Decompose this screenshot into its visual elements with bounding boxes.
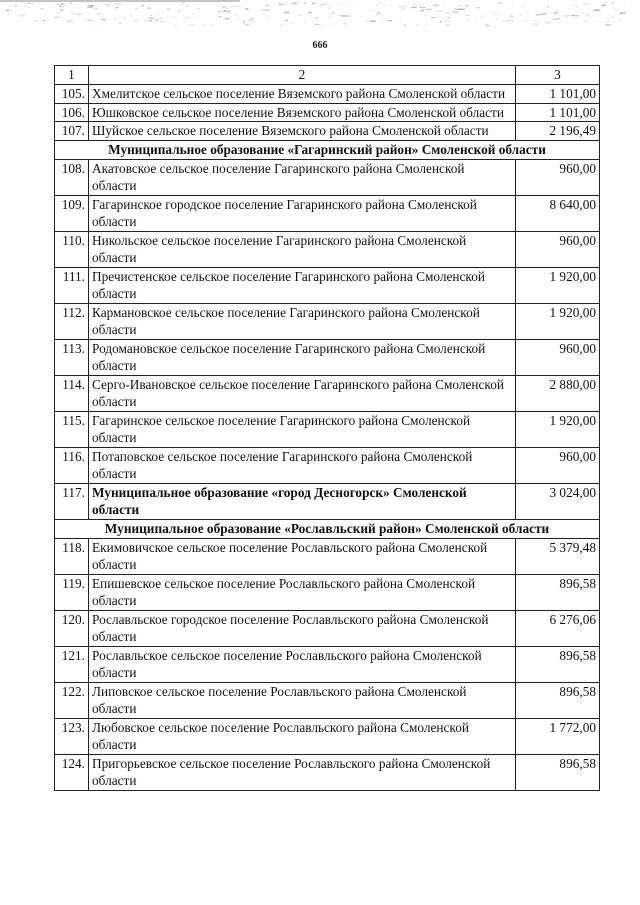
municipality-name: Липовское сельское поселение Рославльского района Смоленской области xyxy=(89,682,516,718)
allocation-amount: 1 772,00 xyxy=(516,718,600,754)
row-number: 120. xyxy=(55,610,89,646)
section-heading-row xyxy=(55,519,600,538)
row-number: 112. xyxy=(55,303,89,339)
row-number: 121. xyxy=(55,646,89,682)
allocation-amount: 960,00 xyxy=(516,339,600,375)
allocation-amount: 2 196,49 xyxy=(516,122,600,141)
allocation-amount: 1 920,00 xyxy=(516,267,600,303)
table-row xyxy=(55,122,600,141)
municipality-name: Любовское сельское поселение Рославльского района Смоленской области xyxy=(89,718,516,754)
row-number: 115. xyxy=(55,411,89,447)
allocation-amount: 896,58 xyxy=(516,646,600,682)
allocation-amount: 1 101,00 xyxy=(516,85,600,104)
table-row xyxy=(55,339,600,375)
allocation-amount: 1 101,00 xyxy=(516,103,600,122)
allocation-amount: 8 640,00 xyxy=(516,195,600,231)
row-number: 106. xyxy=(55,103,89,122)
column-header-number: 1 xyxy=(55,66,89,85)
municipality-name: Родомановское сельское поселение Гагаринского района Смоленской области xyxy=(89,339,516,375)
allocation-amount: 6 276,06 xyxy=(516,610,600,646)
page-number: 666 xyxy=(312,40,328,51)
column-header-amount: 3 xyxy=(516,66,600,85)
table-row xyxy=(55,447,600,483)
row-number: 113. xyxy=(55,339,89,375)
table-row xyxy=(55,103,600,122)
municipality-name: Акатовское сельское поселение Гагаринского района Смоленской области xyxy=(89,159,516,195)
row-number: 105. xyxy=(55,85,89,104)
allocation-amount: 896,58 xyxy=(516,574,600,610)
allocation-amount: 960,00 xyxy=(516,231,600,267)
row-number: 124. xyxy=(55,754,89,790)
table-row xyxy=(55,411,600,447)
table-row xyxy=(55,646,600,682)
allocation-amount: 3 024,00 xyxy=(516,483,600,519)
row-number: 118. xyxy=(55,538,89,574)
table-row xyxy=(55,574,600,610)
municipality-name: Хмелитское сельское поселение Вяземского района Смоленской области xyxy=(89,85,516,104)
municipality-name: Пречистенское сельское поселение Гагаринского района Смоленской области xyxy=(89,267,516,303)
table-row xyxy=(55,159,600,195)
section-heading-row xyxy=(55,140,600,159)
table-header-row xyxy=(55,66,600,85)
row-number: 116. xyxy=(55,447,89,483)
table-row xyxy=(55,267,600,303)
municipality-name: Рославльское городское поселение Рославльского района Смоленской области xyxy=(89,610,516,646)
column-header-name: 2 xyxy=(89,66,516,85)
row-number: 108. xyxy=(55,159,89,195)
table-row xyxy=(55,718,600,754)
table-row xyxy=(55,538,600,574)
row-number: 122. xyxy=(55,682,89,718)
municipality-name: Гагаринское городское поселение Гагаринского района Смоленской области xyxy=(89,195,516,231)
allocation-amount: 960,00 xyxy=(516,159,600,195)
municipality-name: Потаповское сельское поселение Гагаринского района Смоленской области xyxy=(89,447,516,483)
municipality-name: Шуйское сельское поселение Вяземского района Смоленской области xyxy=(89,122,516,141)
table-row xyxy=(55,195,600,231)
allocation-amount: 1 920,00 xyxy=(516,411,600,447)
table-row xyxy=(55,303,600,339)
municipality-name: Гагаринское сельское поселение Гагаринского района Смоленской области xyxy=(89,411,516,447)
table-row xyxy=(55,483,600,519)
row-number: 123. xyxy=(55,718,89,754)
allocation-table xyxy=(54,65,600,791)
allocation-amount: 960,00 xyxy=(516,447,600,483)
row-number: 114. xyxy=(55,375,89,411)
allocation-amount: 2 880,00 xyxy=(516,375,600,411)
municipality-name: Екимовичское сельское поселение Рославльского района Смоленской области xyxy=(89,538,516,574)
municipality-name: Никольское сельское поселение Гагаринского района Смоленской области xyxy=(89,231,516,267)
table-row xyxy=(55,375,600,411)
section-title: Муниципальное образование «Рославльский район» Смоленской области xyxy=(55,519,600,538)
row-number: 111. xyxy=(55,267,89,303)
allocation-amount: 896,58 xyxy=(516,682,600,718)
table-row xyxy=(55,754,600,790)
table-row xyxy=(55,610,600,646)
row-number: 119. xyxy=(55,574,89,610)
row-number: 107. xyxy=(55,122,89,141)
table-row xyxy=(55,231,600,267)
table-row xyxy=(55,85,600,104)
row-number: 117. xyxy=(55,483,89,519)
section-title: Муниципальное образование «Гагаринский район» Смоленской области xyxy=(55,140,600,159)
municipality-name: Епишевское сельское поселение Рославльского района Смоленской области xyxy=(89,574,516,610)
row-number: 110. xyxy=(55,231,89,267)
allocation-amount: 896,58 xyxy=(516,754,600,790)
allocation-amount: 5 379,48 xyxy=(516,538,600,574)
allocation-amount: 1 920,00 xyxy=(516,303,600,339)
table-body xyxy=(55,85,600,791)
row-number: 109. xyxy=(55,195,89,231)
municipality-name: Серго-Ивановское сельское поселение Гагаринского района Смоленской области xyxy=(89,375,516,411)
municipality-name: Кармановское сельское поселение Гагаринского района Смоленской области xyxy=(89,303,516,339)
municipality-name: Юшковское сельское поселение Вяземского района Смоленской области xyxy=(89,103,516,122)
table-row xyxy=(55,682,600,718)
municipality-name: Пригорьевское сельское поселение Рославльского района Смоленской области xyxy=(89,754,516,790)
municipality-name: Рославльское сельское поселение Рославльского района Смоленской области xyxy=(89,646,516,682)
municipality-name: Муниципальное образование «город Десногорск» Смоленской области xyxy=(89,483,516,519)
